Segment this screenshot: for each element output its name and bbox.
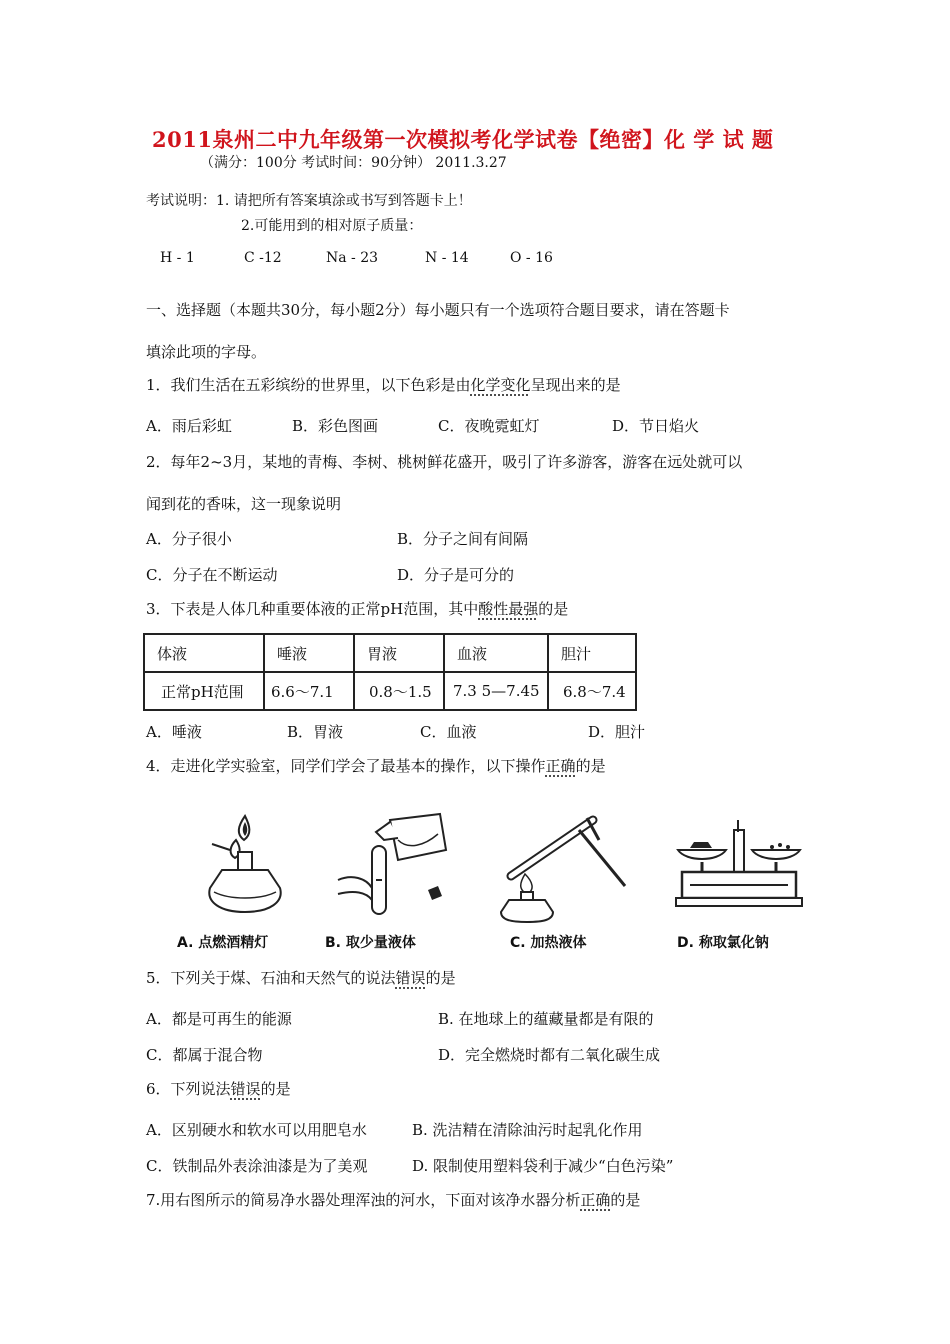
ph-table-data-row [144,672,636,710]
question-2: 2．每年2~3月，某地的青梅、李树、桃树鲜花盛开，吸引了许多游客，游客在远处就可以 [146,453,743,471]
exam-note-2: 2.可能用到的相对原子质量： [241,218,423,234]
q5-option-c: C．都属于混合物 [146,1046,263,1064]
figure-caption-b: B. 取少量液体 [325,935,416,951]
ph-table-cell: 6.6～7.1 [264,672,354,710]
section-heading-cont: 填涂此项的字母。 [146,343,267,361]
q3-option-a: A．唾液 [146,723,202,741]
q6-option-d: D. 限制使用塑料袋利于减少“白色污染” [412,1157,674,1175]
q1-option-a: A．雨后彩虹 [146,417,232,435]
q6-option-b: B. 洗洁精在清除油污时起乳化作用 [412,1121,643,1139]
question-7: 7.用右图所示的简易净水器处理浑浊的河水，下面对该净水器分析正确的是 [146,1191,641,1209]
exam-note-1: 考试说明：1. 请把所有答案填涂或书写到答题卡上！ [146,193,472,209]
q5-option-b: B. 在地球上的蕴藏量都是有限的 [438,1010,654,1028]
q1-option-d: D．节日焰火 [612,417,700,435]
q3-option-d: D．胆汁 [588,723,646,741]
ph-table [143,633,637,711]
section-heading: 一、选择题（本题共30分，每小题2分）每小题只有一个选项符合题目要求，请在答题卡 [146,301,730,319]
ph-table-cell: 6.8～7.4 [548,672,636,710]
ph-table-cell: 7.3 5—7.45 [444,672,548,710]
q1-option-b: B．彩色图画 [292,417,379,435]
heat-liquid-figure [497,810,632,925]
exam-subtitle: （满分：100分 考试时间：90分钟） 2011.3.27 [200,155,507,171]
q6-option-a: A．区别硬水和软水可以用肥皂水 [146,1121,367,1139]
q2-option-c: C．分子在不断运动 [146,566,278,584]
question-1: 1．我们生活在五彩缤纷的世界里，以下色彩是由化学变化呈现出来的是 [146,376,621,394]
q6-option-c: C．铁制品外表涂油漆是为了美观 [146,1157,368,1175]
atomic-mass-h: H - 1 [160,250,195,266]
question-3: 3．下表是人体几种重要体液的正常pH范围，其中酸性最强的是 [146,600,569,618]
q2-option-a: A．分子很小 [146,530,232,548]
atomic-mass-n: N - 14 [425,250,469,266]
q1-option-c: C．夜晚霓虹灯 [438,417,540,435]
ph-table-cell: 正常pH范围 [144,672,264,710]
atomic-mass-na: Na - 23 [326,250,379,266]
q5-option-a: A．都是可再生的能源 [146,1010,292,1028]
question-6: 6．下列说法错误的是 [146,1080,291,1098]
q3-option-c: C．血液 [420,723,477,741]
q2-option-b: B．分子之间有间隔 [397,530,529,548]
ph-table-cell: 血液 [444,634,548,672]
figure-caption-a: A. 点燃酒精灯 [177,935,269,951]
ph-table-cell: 胆汁 [548,634,636,672]
question-4: 4．走进化学实验室，同学们学会了最基本的操作，以下操作正确的是 [146,757,606,775]
ph-table-header-row [144,634,636,672]
ph-table-cell: 体液 [144,634,264,672]
q5-option-d: D．完全燃烧时都有二氧化碳生成 [438,1046,661,1064]
alcohol-lamp-figure [200,810,290,920]
ph-table-cell: 唾液 [264,634,354,672]
exam-title: 2011泉州二中九年级第一次模拟考化学试卷【绝密】化 学 试 题 [152,127,774,152]
q2-option-d: D．分子是可分的 [397,566,515,584]
atomic-mass-o: O - 16 [510,250,553,266]
question-2-cont: 闻到花的香味，这一现象说明 [146,495,342,513]
figure-caption-c: C. 加热液体 [510,935,587,951]
ph-table-cell: 0.8～1.5 [354,672,444,710]
q3-option-b: B．胃液 [287,723,344,741]
pour-liquid-figure [328,810,458,925]
ph-table-cell: 胃液 [354,634,444,672]
figure-caption-d: D. 称取氯化钠 [677,935,769,951]
balance-figure [672,810,807,920]
question-5: 5．下列关于煤、石油和天然气的说法错误的是 [146,969,456,987]
atomic-mass-c: C -12 [244,250,282,266]
